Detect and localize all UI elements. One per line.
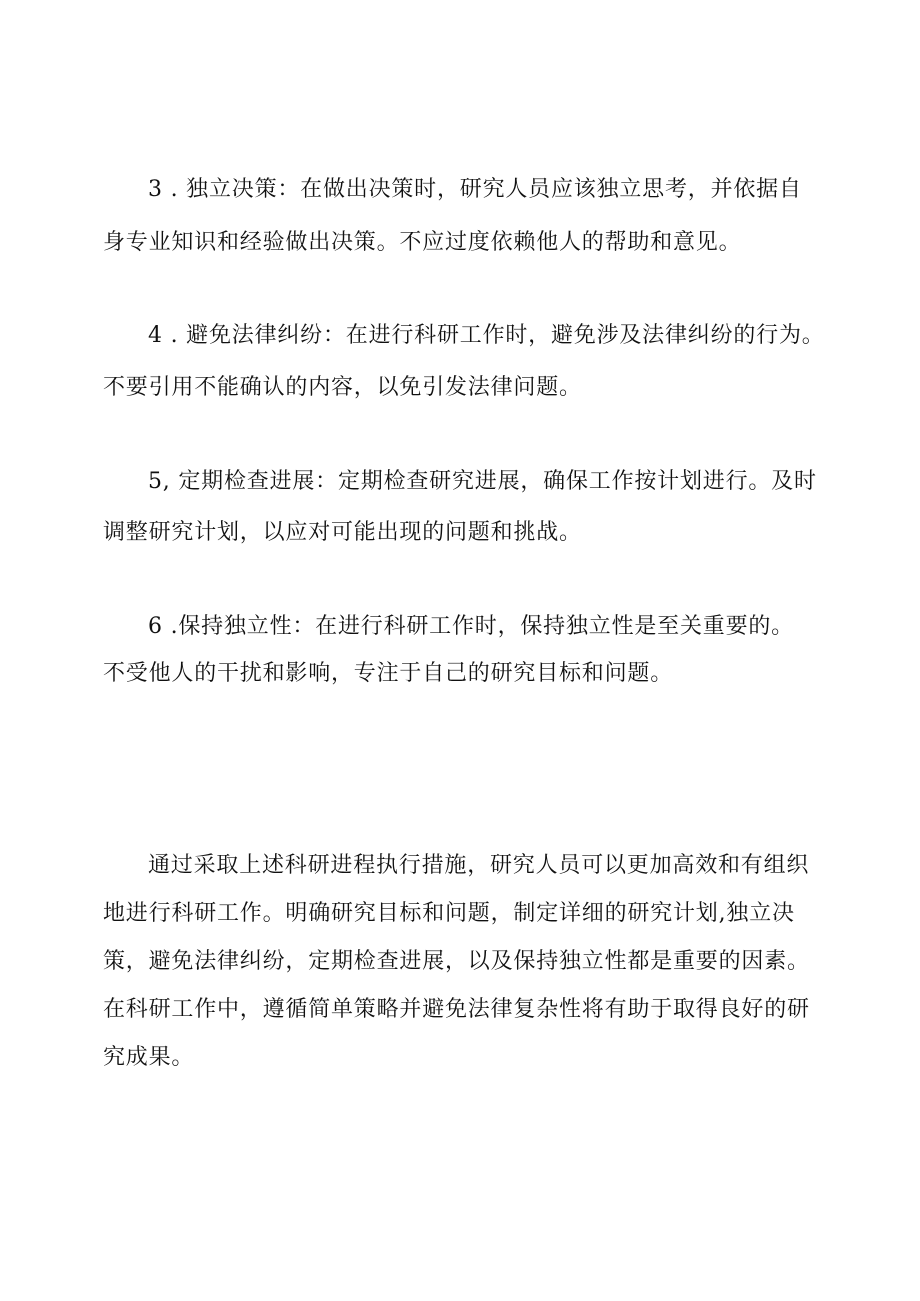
conclusion-line-3: 策，避免法律纠纷，定期检查进展，以及保持独立性都是重要的因素。 [103, 949, 810, 974]
conclusion-line-2: 地进行科研工作。明确研究目标和问题，制定详细的研究计划,独立决 [103, 901, 795, 926]
item-3-line-2: 身专业知识和经验做出决策。不应过度依赖他人的帮助和意见。 [103, 230, 742, 255]
item-4-line-2: 不要引用不能确认的内容，以免引发法律问题。 [103, 375, 582, 400]
conclusion-line-5: 究成果。 [103, 1045, 195, 1070]
conclusion-line-4: 在科研工作中，遵循简单策略并避免法律复杂性将有助于取得良好的研 [103, 997, 810, 1022]
item-6-line-2: 不受他人的干扰和影响，专注于自己的研究目标和问题。 [103, 661, 674, 686]
item-6-line-1: 6 .保持独立性：在进行科研工作时，保持独立性是至关重要的。 [148, 614, 794, 639]
item-4-line-1: 4 . 避免法律纠纷：在进行科研工作时，避免涉及法律纠纷的行为。 [148, 323, 825, 348]
conclusion-line-1: 通过采取上述科研进程执行措施，研究人员可以更加高效和有组织 [148, 853, 810, 878]
item-3-line-1: 3 . 独立决策：在做出决策时，研究人员应该独立思考，并依据自 [148, 177, 802, 202]
item-5-line-2: 调整研究计划，以应对可能出现的问题和挑战。 [103, 520, 582, 545]
item-5-line-1: 5, 定期检查进展：定期检查研究进展，确保工作按计划进行。及时 [148, 469, 817, 494]
